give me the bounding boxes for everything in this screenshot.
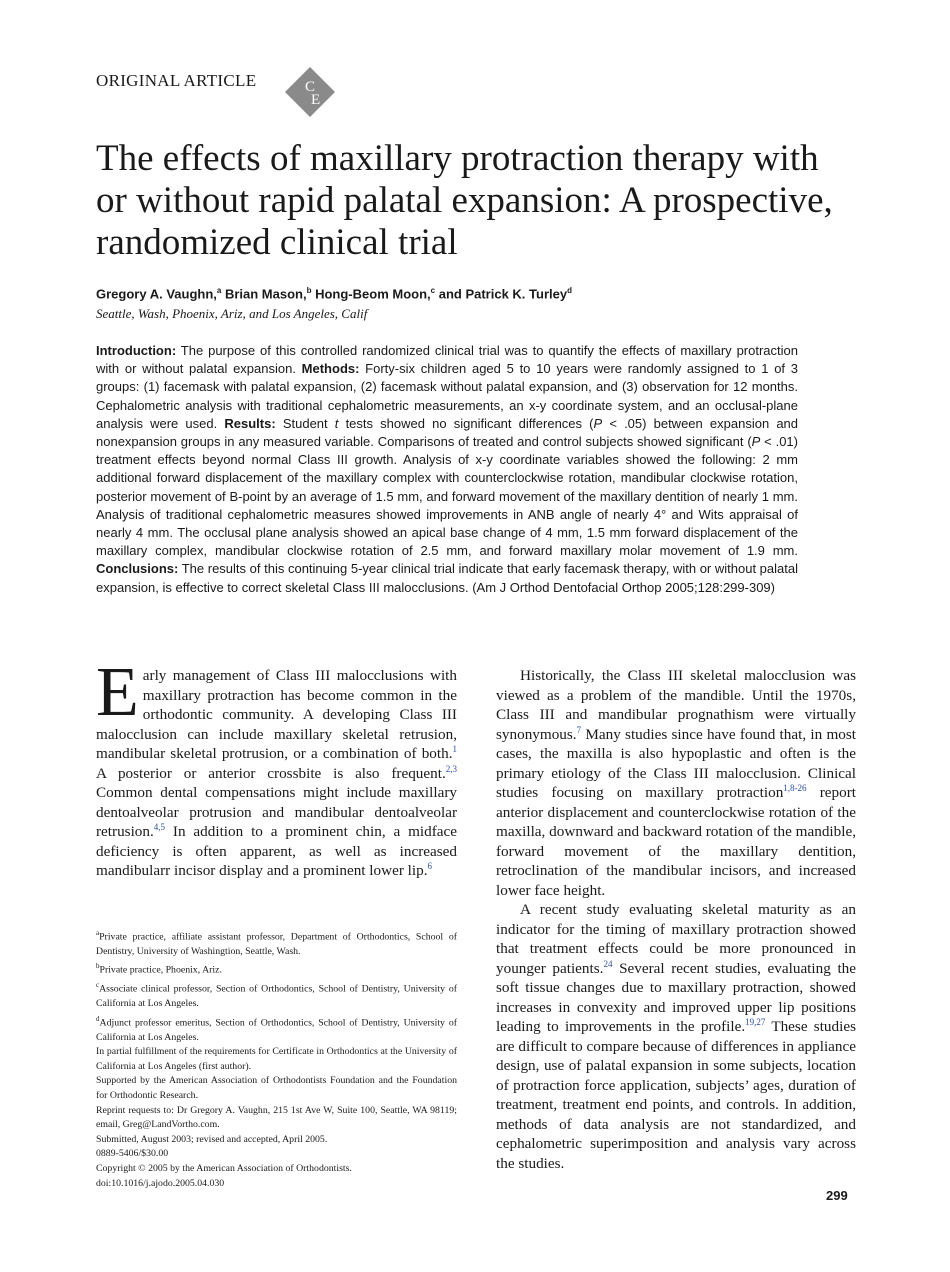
footnote-text: Submitted, August 2003; revised and accepted, April 2005. (96, 1133, 328, 1145)
body-column-left (96, 654, 457, 881)
footnote-text: Associate clinical professor, Section of Orthodontics, School of Dentistry, University of California at Los Angeles. (96, 983, 457, 1010)
article-title: The effects of maxillary protraction therapy with or without rapid palatal expansion: A prospective, randomized clinical trial (96, 138, 833, 263)
reference-link[interactable]: 24 (603, 958, 613, 969)
footnote-text: Copyright © 2005 by the American Association of Orthodontists. (96, 1162, 352, 1174)
reference-link[interactable]: 19,27 (745, 1016, 766, 1027)
reference-link[interactable]: 6 (427, 860, 433, 871)
footnote-text: Private practice, affiliate assistant professor, Department of Orthodontics, School of Dentistry, University of Washingtion, Seattle, Wash. (96, 931, 457, 957)
abstract-conclusions-text: The results of this continuing 5-year clinical trial indicate that early facemask therapy, with or without palatal expansion, is effective to correct skeletal Class III malocclusions. (Am J Orthod Dentofacial Orthop 2005;128:299-309) (96, 561, 798, 595)
abstract-results-text: < .05) between expansion and nonexpansion groups in any measured variable. Comparisons of treated and control subjects showed significant ( (96, 415, 799, 450)
footnote-text: Private practice, Phoenix, Ariz. (99, 964, 222, 976)
footnote-text: Supported by the American Association of Orthodontists Foundation and the Foundation for Orthodontic Research. (96, 1075, 457, 1101)
abstract-results-label: Results: (224, 415, 276, 431)
author-name: Gregory A. Vaughn, (96, 286, 217, 302)
footnote (96, 1104, 457, 1133)
page-number: 299 (826, 1188, 848, 1203)
body-text: Common dental compensations might include maxillary dentoalveolar protrusion and mandibular dentoalveolar retrusion. (96, 784, 457, 840)
drop-cap: E (96, 654, 139, 731)
footnote-text: Reprint requests to: Dr Gregory A. Vaughn, 215 1st Ave W, Suite 100, Seattle, WA 98119; email, Greg@LandVortho.com. (96, 1104, 457, 1131)
author-affiliation: a (216, 286, 222, 295)
reference-link[interactable]: 7 (576, 724, 582, 735)
badge-letter-c: C (305, 79, 316, 95)
ce-badge-icon (284, 66, 336, 118)
footnote (96, 1133, 457, 1148)
footnote-marker: c (96, 981, 100, 990)
footnote-marker: a (96, 929, 100, 937)
author-name: and Patrick K. Turley (438, 286, 568, 302)
author-name: Brian Mason, (224, 286, 307, 302)
body-text: Several recent studies, evaluating the soft tissue changes due to maxillary protraction, showed increases in convexity and improved upper lip positions leading to improvements in the profile. (496, 959, 856, 1035)
author-affiliation: c (430, 286, 436, 295)
footnote (96, 959, 457, 978)
footnote-text: Adjunct professor emeritus, Section of Orthodontics, School of Dentistry, University of California at Los Angeles. (96, 1017, 457, 1043)
body-paragraph (496, 900, 856, 1173)
body-text: A posterior or anterior crossbite is also frequent. (96, 764, 446, 782)
abstract-results-text: Student (275, 415, 335, 431)
author-name: Hong-Beom Moon, (315, 286, 431, 302)
abstract-p-value: P (593, 415, 603, 431)
footnote-marker: d (96, 1014, 100, 1023)
abstract-intro-label: Introduction: (96, 343, 177, 358)
footnote (96, 978, 457, 1011)
author-location: Seattle, Wash, Phoenix, Ariz, and Los Angeles, Calif (96, 306, 368, 321)
author-affiliation: d (567, 286, 572, 295)
abstract-conclusions-label: Conclusions: (96, 561, 179, 577)
body-text: report anterior displacement and counterclockwise rotation of the maxilla, downward and backward rotation of the mandible, forward movement of the maxillary dentition, retroclination of the mandibular incisors, and increased lower face height. (496, 784, 857, 899)
footnote (96, 1045, 457, 1074)
reference-link[interactable]: 1,8-26 (783, 782, 807, 793)
footnote (96, 1177, 457, 1192)
abstract-p-value: P (751, 434, 761, 450)
footnote-text[interactable]: doi:10.1016/j.ajodo.2005.04.030 (96, 1177, 225, 1189)
footnote (96, 1147, 457, 1162)
section-label: ORIGINAL ARTICLE (96, 71, 257, 90)
abstract-intro-text: The purpose of this controlled randomized clinical trial was to quantify the effects of maxillary protraction with or without palatal expansion. (96, 343, 798, 377)
body-text: These studies are difficult to compare because of differences in appliance design, use of palatal expansion in some subjects, location of protraction force application, subjects’ ages, duration of treatment, treatment end points, and controls. In addition, methods of data analysis are not standardized, and cephalometric superimposition and analysis vary across the studies. (496, 1018, 856, 1172)
footnote (96, 926, 457, 959)
author-list (96, 286, 572, 301)
body-text: arly management of Class III malocclusions with maxillary protraction has become common in the orthodontic community. A developing Class III malocclusion can include maxillary skeletal retrusion, mandibular skeletal protrusion, or a combination of both. (96, 667, 457, 762)
body-text: Many studies since have found that, in most cases, the maxilla is also hypoplastic and often is the primary etiology of the Class III malocclusion. Clinical studies focusing on maxillary protraction (496, 725, 856, 801)
footnotes (96, 926, 457, 1191)
body-text: A recent study evaluating skeletal maturity as an indicator for the timing of maxillary protraction showed that treatment effects could be more pronounced in younger patients. (496, 901, 856, 977)
badge-letter-e: E (311, 92, 321, 108)
footnote-marker: b (96, 962, 100, 971)
abstract (96, 342, 798, 597)
abstract-results-text: tests showed no significant differences ( (338, 415, 594, 431)
body-column-right (496, 666, 856, 1173)
author-affiliation: b (306, 286, 312, 295)
footnote (96, 1012, 457, 1045)
reference-link[interactable]: 1 (452, 743, 457, 754)
reference-link[interactable]: 2,3 (445, 763, 457, 774)
body-paragraph (496, 666, 856, 900)
abstract-methods-label: Methods: (301, 361, 360, 377)
abstract-methods-text: Forty-six children aged 5 to 10 years were randomly assigned to 1 of 3 groups: (1) facemask with palatal expansion, (2) facemask without palatal expansion, and (3) observation for 12 months. Cephalometric analysis with traditional cephalometric measurements, an x-y coordinate system, and an occlusal-plane analysis were used. (96, 361, 798, 431)
reference-link[interactable]: 4,5 (153, 821, 166, 832)
article-header (96, 66, 496, 116)
body-text: In addition to a prominent chin, a midface deficiency is often apparent, as well as increased mandibularr incisor display and a prominent lower lip. (96, 823, 457, 879)
abstract-results-text: < .01) treatment effects beyond normal Class III growth. Analysis of x-y coordinate variables showed the following: 2 mm additional forward displacement of the maxillary complex with counterclockwise rotation, mandibular clockwise rotation, posterior movement of B-point by an average of 1.5 mm, and forward movement of the maxillary dentition of nearly 1 mm. Analysis of traditional cephalometric measures showed improvements in ANB angle of nearly 4° and Wits appraisal of nearly 4 mm. The occlusal plane analysis showed an apical base change of 4 mm, 1.5 mm forward displacement of the maxillary complex, mandibular clockwise rotation of 2.5 mm, and forward maxillary molar movement of 1.9 mm. (96, 434, 798, 559)
footnote (96, 1162, 457, 1177)
body-text: Historically, the Class III skeletal malocclusion was viewed as a problem of the mandible. Until the 1970s, Class III and mandibular prognathism were virtually synonymous. (496, 667, 856, 743)
footnote-text: 0889-5406/$30.00 (96, 1148, 169, 1160)
footnote-text: In partial fulfillment of the requirements for Certificate in Orthodontics at the University of California at Los Angeles (first author). (96, 1046, 457, 1072)
abstract-results-italic: t (334, 415, 339, 431)
footnote (96, 1074, 457, 1103)
